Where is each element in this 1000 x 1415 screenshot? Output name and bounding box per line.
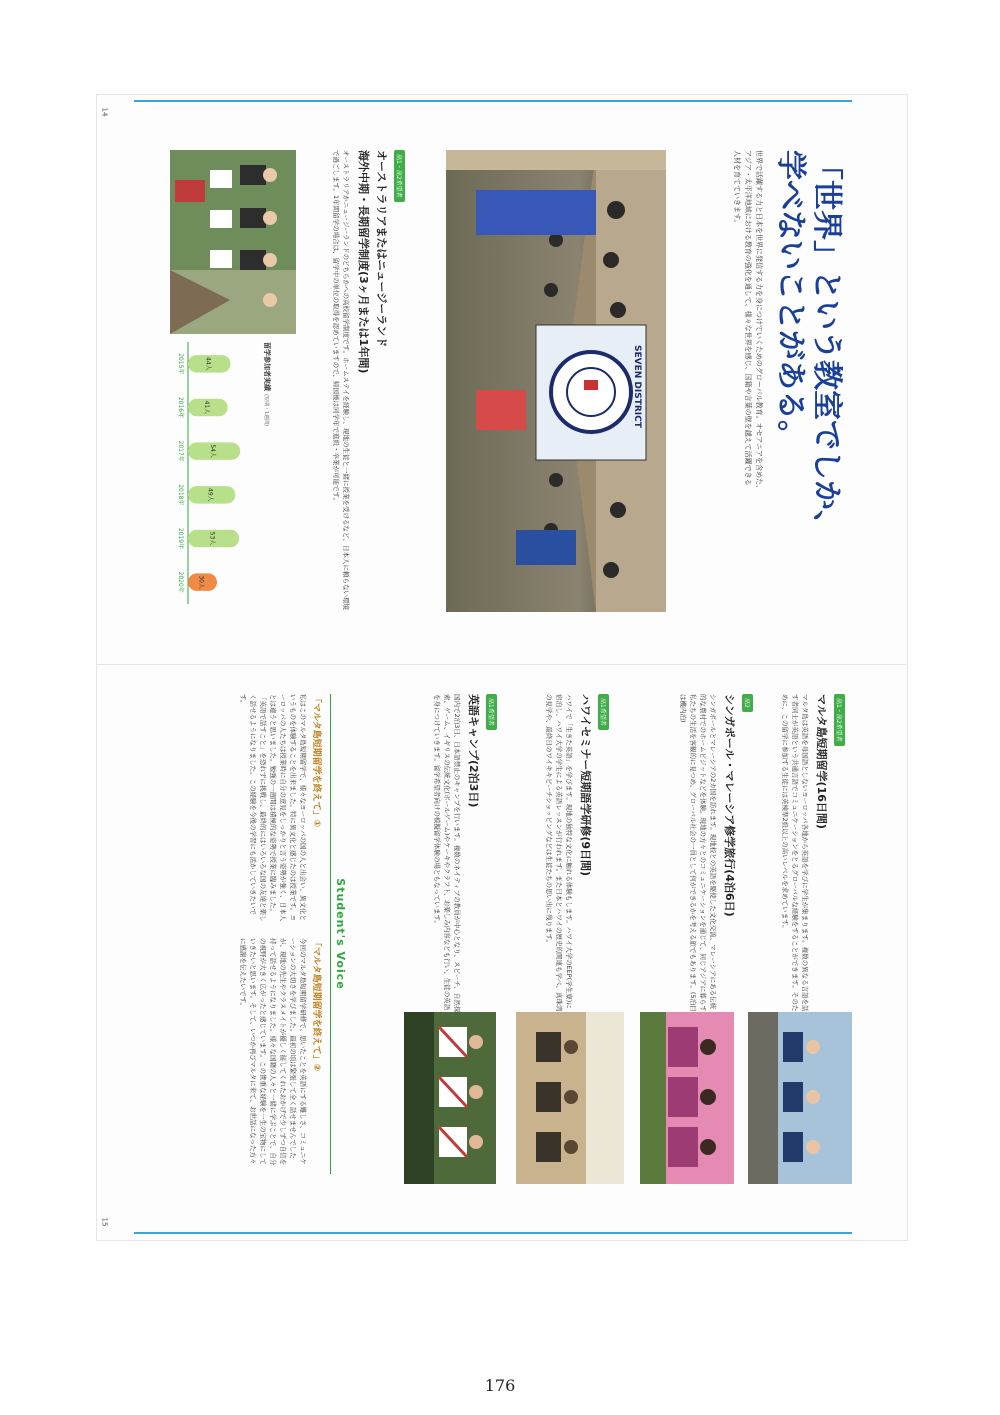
title-block [722,150,844,620]
page-fold [96,664,906,665]
camp-badge: 高1希望者 [486,694,497,730]
top-rule-2 [134,1232,852,1234]
malta-photo [748,1012,852,1184]
top-rule-1 [134,100,852,102]
singapore-section [672,694,760,1014]
intro-line-3: 人材を育てていきます。 [733,150,741,227]
camp-section [404,694,504,1014]
chart-category-label: 2017年 [177,440,184,462]
camp-body: 国内で2泊3日、日本語禁止のキャンプを行います。複数のネイティブの教員が中心となり、スピーチ、自然探索、ゲーム、イギリスの伝統文化(ボールゲーム)やケーキやクラフト、お楽しみ内容なども行い、生徒の英語を身につけていきます。留学希望者向けの模擬留学体験の場ともなっています。 [433,694,461,1013]
page-number-left: 14 [100,107,109,117]
hawaii-heading: ハワイセミナー短期語学研修(9日間) [579,694,592,877]
title-line-1: 「世界」という教室でしか、 [809,150,844,540]
intro-line-1: 世界で活躍する力と日本を世界に発信する力を身につけていくためのグローバル教育。オセアニアを含めた、 [755,150,763,492]
study-abroad-badge: 高1・高2希望者 [394,150,405,202]
participants-chart [172,342,272,612]
study-abroad-heading-2: 海外中期・長期留学制度(3ヶ月または1年間) [357,150,370,374]
study-abroad-body: オーストラリアかニュージーランドのどちらかへの高校留学制度です。ホームステイを経験し、現地の生徒と一緒に授業を受けるなど、日本人に頼らない環境で過ごします。1年間留学の場合は、留学中の単位の取得を認めていますので、帰国後は同学年で進級・卒業が可能です。 [332,150,350,610]
chart-category-label: 2016年 [177,396,184,419]
group-photo [446,150,666,612]
camp-heading: 英語キャンプ(2泊3日) [467,694,480,808]
singapore-photo [640,1012,734,1184]
intro-line-2: アジア・太平洋地域における教育の強化を通して、様々な世界を感じ、国籍や言葉の壁を越えて活躍できる [744,150,752,486]
chart-title: 留学参加者実績 [263,342,271,391]
voice-text-1: 私はこのマルタ島短期留学で、様々なヨーロッパの国の人と出会い、異文化というものを体験することを出来ました。特に異文化と感じたのは授業です。ヨーロッパの人たちは授業時に自分の意見をしっかりと言う姿勢が強く、日本人とは違うと思いました。勉強の一週間は積極的な姿勢で授業に臨みました。「英語で話すこと」を恐れずに挑戦し、最終的にはいろいろな国の友達と楽しく話せるようになりました。この経験を今後の学習にも活かしていきたいです。 [239,694,307,922]
hawaii-body: ハワイで「生きた英語」を学びます。現地の独特な文化に触れる体験もします。ハワイ大学のEEP(学生寮)に宿泊し、ハワイ大学の学生による英語レッスンが行われます。また日本とハワイの歴史的関連も学べ、真珠湾の見学や、最終日のワイキキビーチショッピングなどは生徒たちの思い出に残ります。 [545,694,573,1012]
chart-value-label: 30人 [197,575,205,589]
footer-page-number: 176 [484,1376,516,1395]
voice-sub-1: 「マルタ島短期留学を終えて」① [311,694,321,828]
chart-value-label: 41人 [202,400,210,415]
singapore-badge: 高2 [742,694,753,712]
hawaii-badge: 高1希望者 [598,694,609,730]
singapore-body: シンガポールとマレーシアの2カ国を訪れます。現地校との英語を駆使した文化交流、マレーシアにある伝統的な農村でのホームビジットなどを体験。現地の方々とのコミュニケーションを通じて、同じアジアに暮らす私たちの生活を客観的に見つめ、グローバル社会の一員として何ができるかを考える旅でもあります。(5泊目は機内泊) [679,694,717,1012]
chart-value-label: 53人 [208,531,216,546]
banner-text: SEVEN DISTRICT [632,345,642,428]
chart-value-label: 49人 [206,488,214,502]
voice-text-2: 今回のマルタ島短期留学研修で、思いたことを英語にする難しさ、コミュニケーションの大切さを学びました。最初の頃は緊張して全く話せませんでしたが、現地の先生やクラスメイトが優しく接してくれたおかげで少しずつ自信を持って話せるようになりました。様々な国籍の人々と一緒に学ぶことで、自分の視野が大きく広がったと感じています。この貴重な経験を一生の宝物にしていきたいと思います。そして、いつか再びマルタに来て、お世話になった方々に感謝を伝えたいです。 [239,938,307,1166]
page-number-right: 15 [100,1217,109,1227]
malta-badge: 高1・高2希望者 [834,694,845,746]
camp-photo [404,1012,496,1184]
malta-body: マルタ島は英語を母国語としないヨーロッパ各地から英語を学びに学生が集まります。複数の異なる言語を話す者同士が英語という共通言語でコミュニケーションをとるグローバルな経験をすることができます。そのために、この留学に参加する生徒には英検準2級以上の高いレベルを求めています。 [781,694,809,1012]
chart-value-label: 44人 [204,357,212,371]
chart-note: (短期・1週間) [263,394,269,427]
chart-category-label: 2020年 [177,571,184,593]
chart-value-label: 54人 [209,444,217,458]
hawaii-section [516,694,616,1014]
chart-plot [176,342,262,604]
title-line-2: 学べないことがある。 [773,150,808,450]
malta-heading: マルタ島短期留学(16日間) [815,694,828,829]
malta-section [764,694,852,1014]
voice-sub-2: 「マルタ島短期留学を終えて」② [311,938,321,1072]
chart-category-label: 2015年 [177,353,184,375]
student-voice-section [162,694,352,1174]
study-abroad-heading-1: オーストラリアまたはニュージーランド [375,150,388,348]
study-abroad-section [312,150,412,620]
students-photo [170,150,296,334]
student-voice-heading: Student's Voice [334,878,347,990]
singapore-heading: シンガポール・マレーシア修学旅行(4泊6日) [723,694,736,917]
chart-category-label: 2019年 [177,527,184,550]
hawaii-photo [516,1012,624,1184]
chart-category-label: 2018年 [177,484,184,506]
